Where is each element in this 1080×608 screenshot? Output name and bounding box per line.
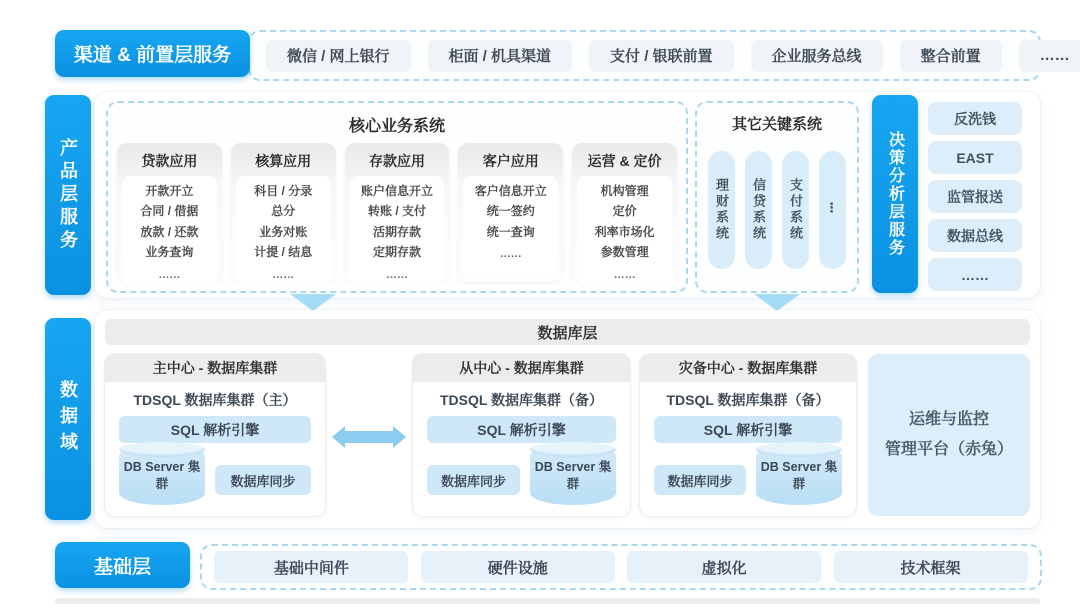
app-column-title: 存款应用 xyxy=(368,153,425,169)
app-column xyxy=(458,143,563,282)
app-column-items xyxy=(236,176,331,284)
app-item: 转账 / 支付 xyxy=(367,204,426,219)
core-systems-box xyxy=(106,101,688,293)
db-sync-box: 数据库同步 xyxy=(427,465,520,495)
system-pill: 理财系统 xyxy=(708,151,735,269)
app-column-title: 客户应用 xyxy=(482,153,539,169)
base-items-row xyxy=(202,546,1040,588)
sql-engine-bar: SQL 解析引擎 xyxy=(119,416,311,443)
db-server-label: DB Server 集群 xyxy=(760,460,838,491)
app-item: 利率市场化 xyxy=(594,224,655,239)
base-layer-box xyxy=(200,544,1042,590)
data-domain-card xyxy=(95,310,1040,528)
core-systems-columns xyxy=(117,143,677,282)
db-cluster xyxy=(105,354,325,516)
app-item: 机构管理 xyxy=(600,184,649,198)
ops-panel-line1: 运维与监控 xyxy=(908,410,989,428)
app-item: 参数管理 xyxy=(600,245,649,260)
app-column xyxy=(345,143,450,282)
db-server-cylinder xyxy=(119,449,205,505)
decision-item: 数据总线 xyxy=(928,219,1022,252)
other-systems-box xyxy=(695,101,859,293)
decision-layer-tab: 决策分析层服务 xyxy=(872,95,918,293)
channel-item: 支付 / 银联前置 xyxy=(589,40,734,72)
core-systems-title: 核心业务系统 xyxy=(348,118,445,135)
base-item: 基础中间件 xyxy=(214,551,408,583)
base-item: 虚拟化 xyxy=(627,551,821,583)
sql-engine-bar: SQL 解析引擎 xyxy=(427,416,616,443)
channel-item: 柜面 / 机具渠道 xyxy=(428,40,573,72)
base-item: 硬件设施 xyxy=(421,551,615,583)
cluster-title: 从中心 - 数据库集群 xyxy=(413,354,630,382)
decision-items-column xyxy=(928,102,1022,291)
channel-item: 企业服务总线 xyxy=(751,40,883,72)
app-item: 定价 xyxy=(612,204,637,219)
app-item: 账户信息开立 xyxy=(360,184,433,198)
app-column-title: 贷款应用 xyxy=(141,153,198,169)
app-column xyxy=(117,143,222,282)
app-column-items xyxy=(350,176,445,284)
db-server-cylinder xyxy=(530,449,616,505)
sql-engine-bar: SQL 解析引擎 xyxy=(654,416,842,443)
decision-item: 监管报送 xyxy=(928,180,1022,213)
app-column-items xyxy=(463,176,558,277)
db-server-label: DB Server 集群 xyxy=(534,460,612,491)
system-pill: 信贷系统 xyxy=(745,151,772,269)
cluster-subtitle: TDSQL 数据库集群（备） xyxy=(666,392,830,408)
channel-item: 微信 / 网上银行 xyxy=(266,40,411,72)
other-systems-pills xyxy=(697,151,857,269)
data-domain-tab: 数据域 xyxy=(45,318,91,520)
db-server-label: DB Server 集群 xyxy=(123,460,201,491)
channel-layer-label: 渠道 & 前置层服务 xyxy=(55,30,250,77)
decision-item: 反洗钱 xyxy=(928,102,1022,135)
sync-double-arrow-icon xyxy=(332,426,406,448)
db-cluster xyxy=(640,354,856,516)
decision-item: …… xyxy=(928,258,1022,291)
app-item: 合同 / 借据 xyxy=(140,204,199,219)
database-layer-bar: 数据库层 xyxy=(105,319,1030,345)
app-item: …… xyxy=(158,268,181,281)
app-column-title: 运营 & 定价 xyxy=(587,153,662,169)
db-cluster xyxy=(413,354,630,516)
decision-item: EAST xyxy=(928,141,1022,174)
app-item: 业务查询 xyxy=(145,245,194,260)
cluster-subtitle: TDSQL 数据库集群（主） xyxy=(133,392,297,408)
cluster-title: 灾备中心 - 数据库集群 xyxy=(640,354,856,382)
app-column xyxy=(231,143,336,282)
cluster-title: 主中心 - 数据库集群 xyxy=(105,354,325,382)
app-item: 业务对账 xyxy=(259,224,308,239)
app-item: …… xyxy=(499,248,522,261)
other-systems-title: 其它关键系统 xyxy=(731,116,822,133)
product-layer-tab: 产品层服务 xyxy=(45,95,91,295)
system-pill: 支付系统 xyxy=(782,151,809,269)
down-arrow-icon xyxy=(754,294,800,311)
app-item: 统一查询 xyxy=(486,224,535,239)
app-column-items xyxy=(577,176,672,284)
cluster-bottom-row xyxy=(427,455,616,505)
channel-layer-box xyxy=(248,30,1070,81)
app-item: 客户信息开立 xyxy=(474,184,547,198)
app-item: …… xyxy=(385,268,408,281)
app-item: …… xyxy=(272,268,295,281)
app-column xyxy=(572,143,677,282)
channel-item: 整合前置 xyxy=(900,40,1002,72)
cluster-bottom-row xyxy=(654,455,842,505)
app-item: …… xyxy=(613,268,636,281)
base-layer-label: 基础层 xyxy=(55,542,190,588)
db-sync-box: 数据库同步 xyxy=(654,465,746,495)
db-server-cylinder xyxy=(756,449,842,505)
app-item: 开款开立 xyxy=(145,184,194,198)
base-item: 技术框架 xyxy=(834,551,1028,583)
channel-items-row xyxy=(250,32,1070,79)
cluster-subtitle: TDSQL 数据库集群（备） xyxy=(439,392,604,408)
down-arrow-icon xyxy=(290,294,336,311)
db-sync-box: 数据库同步 xyxy=(215,465,311,495)
footer-strip xyxy=(55,598,1040,604)
app-column-title: 核算应用 xyxy=(255,153,312,169)
app-item: 总分 xyxy=(271,204,296,219)
system-pill: ⋮ xyxy=(819,151,846,269)
ops-panel-line2: 管理平台（赤兔） xyxy=(884,441,1013,458)
ops-panel xyxy=(868,354,1030,516)
app-item: 统一签约 xyxy=(486,204,535,219)
app-item: 科目 / 分录 xyxy=(254,184,313,198)
channel-item: …… xyxy=(1019,40,1080,72)
app-item: 定期存款 xyxy=(372,245,421,260)
product-layer-card xyxy=(95,92,1040,298)
app-item: 放款 / 还款 xyxy=(140,224,199,239)
app-item: 计提 / 结息 xyxy=(254,245,313,260)
app-column-items xyxy=(122,176,217,284)
cluster-bottom-row xyxy=(119,455,311,505)
app-item: 活期存款 xyxy=(372,224,421,239)
